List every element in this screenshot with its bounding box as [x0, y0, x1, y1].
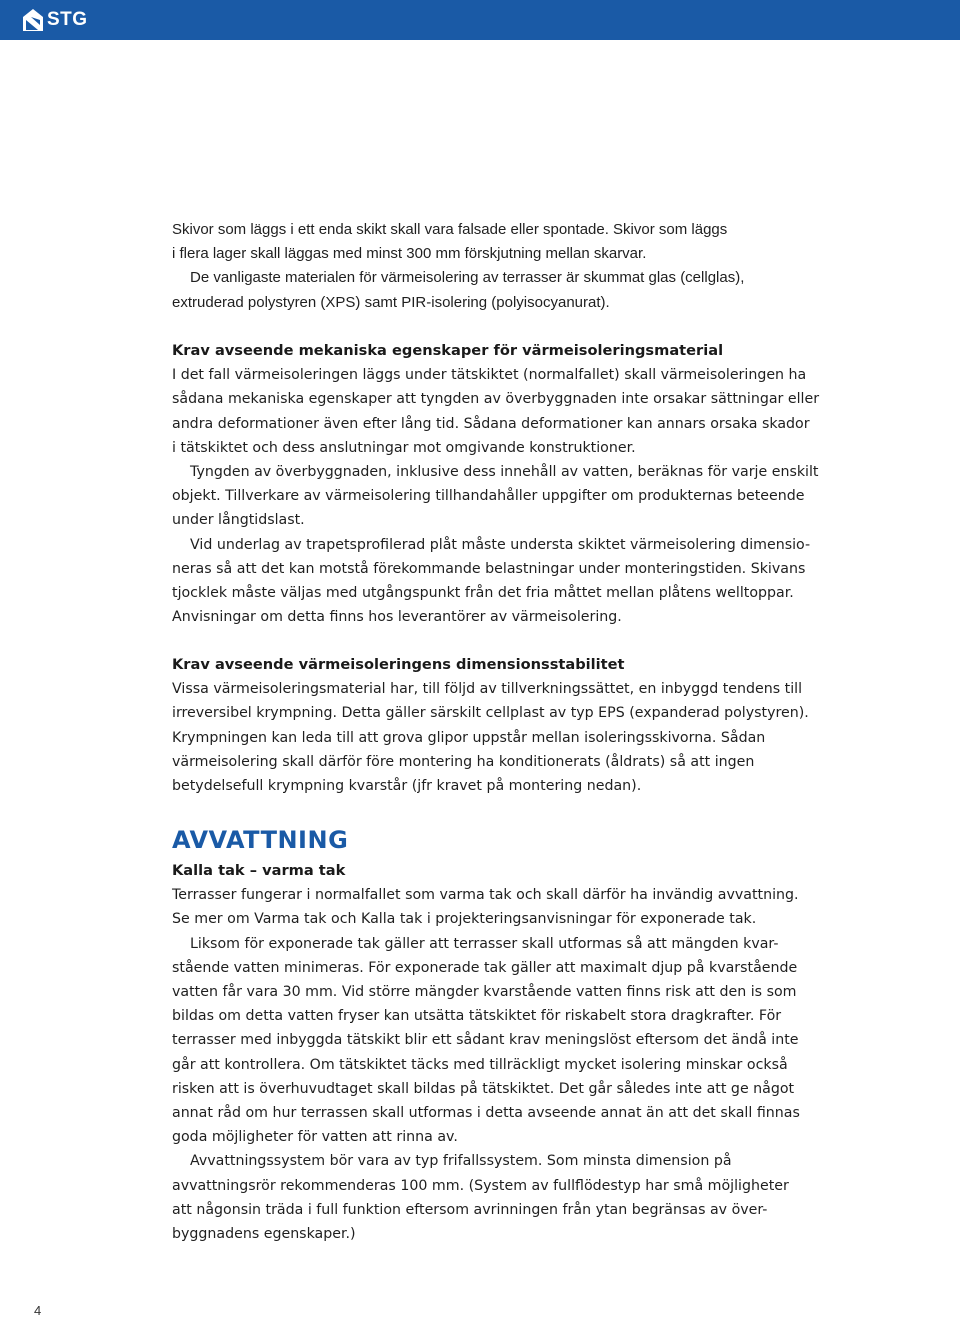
section-heading: Krav avseende värmeisoleringens dimensionsstabilitet	[172, 656, 625, 673]
text-line: byggnadens egenskaper.)	[172, 1226, 356, 1243]
text-line: objekt. Tillverkare av värmeisolering tillhandahåller uppgifter om produkternas beteende	[172, 488, 805, 505]
text-line: Anvisningar om detta finns hos leverantörer av värmeisolering.	[172, 609, 622, 626]
text-line: att någonsin träda i full funktion eftersom avrinningen från ytan begränsas av över-	[172, 1201, 768, 1218]
logo-text: STG	[47, 9, 88, 30]
section-avvattning	[172, 825, 800, 1246]
section-heading: Krav avseende mekaniska egenskaper för värmeisoleringsmaterial	[172, 342, 724, 359]
section-stability	[172, 653, 809, 798]
text-line: risken att is överhuvudtaget skall bildas på tätskiktet. Det går således inte att ge något	[172, 1080, 795, 1097]
text-line: Se mer om Varma tak och Kalla tak i projekteringsanvisningar för exponerade tak.	[172, 911, 757, 928]
text-line: Liksom för exponerade tak gäller att terrasser skall utformas så att mängden kvar-	[190, 935, 779, 952]
text-line: vatten får vara 30 mm. Vid större mängder kvarstående vatten finns risk att den is som	[172, 984, 797, 1001]
text-line: extruderad polystyren (XPS) samt PIR-isolering (polyisocyanurat).	[172, 293, 610, 311]
text-line: irreversibel krympning. Detta gäller särskilt cellplast av typ EPS (expanderad polystyren).	[172, 705, 809, 722]
text-line: sådana mekaniska egenskaper att tyngden av överbyggnaden inte orsakar sättningar eller	[172, 391, 820, 408]
text-line: I det fall värmeisoleringen läggs under tätskiktet (normalfallet) skall värmeisoleringen ha	[172, 367, 807, 384]
text-line: bildas om detta vatten fryser kan utsätta tätskiktet för riskabelt stora dragkrafter. För	[172, 1008, 782, 1025]
text-line: terrasser med inbyggda tätskikt blir ett sådant krav meningslöst eftersom det ändå inte	[172, 1032, 799, 1049]
text-line: Tyngden av överbyggnaden, inklusive dess innehåll av vatten, beräknas för varje enskilt	[190, 464, 819, 481]
text-line: Avvattningssystem bör vara av typ frifallssystem. Som minsta dimension på	[190, 1153, 732, 1170]
chapter-title: AVVATTNING	[172, 826, 349, 854]
text-line: Vid underlag av trapetsprofilerad plåt måste understa skiktet värmeisolering dimensio-	[190, 536, 811, 553]
text-line: Krympningen kan leda till att grova glipor uppstår mellan isoleringsskivorna. Sådan	[172, 729, 766, 746]
text-line: stående vatten minimeras. För exponerade tak gäller att maximalt djup på kvarstående	[172, 959, 798, 976]
text-line: betydelsefull krympning kvarstår (jfr kravet på montering nedan).	[172, 778, 642, 795]
text-line: Skivor som läggs i ett enda skikt skall vara falsade eller spontade. Skivor som läggs	[172, 221, 728, 238]
text-line: Vissa värmeisoleringsmaterial har, till följd av tillverkningssättet, en inbyggd tendens till	[172, 681, 803, 698]
intro-paragraph	[172, 218, 792, 315]
text-line: avvattningsrör rekommenderas 100 mm. (System av fullflödestyp har små möjligheter	[172, 1177, 789, 1194]
text-line: värmeisolering skall därför före montering ha konditionerats (åldrats) så att ingen	[172, 753, 755, 770]
text-line: andra deformationer även efter lång tid. Sådana deformationer kan annars orsaka skador	[172, 415, 810, 432]
header-bar	[0, 0, 960, 40]
text-line: går att kontrollera. Om tätskiktet täcks med tillräckligt mycket isolering minskar också	[172, 1056, 788, 1073]
text-line: De vanligaste materialen för värmeisolering av terrasser är skummat glas (cellglas),	[190, 269, 745, 287]
page-number: 4	[34, 1303, 42, 1318]
text-line: neras så att det kan motstå förekommande belastningar under monteringstiden. Skivans	[172, 560, 806, 577]
text-line: Terrasser fungerar i normalfallet som varma tak och skall därför ha invändig avvattning.	[172, 887, 799, 904]
house-logo-icon	[22, 8, 44, 32]
text-line: annat råd om hur terrassen skall utformas i detta avseende annat än att det skall finnas	[172, 1105, 800, 1122]
text-line: tjocklek måste väljas med utgångspunkt från det fria måttet mellan plåtens welltoppar.	[172, 585, 794, 602]
section-mechanical	[172, 339, 820, 629]
text-line: i tätskiktet och dess anslutningar mot omgivande konstruktioner.	[172, 439, 636, 456]
text-line: goda möjligheter för vatten att rinna av.	[172, 1129, 458, 1146]
text-line: under långtidslast.	[172, 512, 305, 529]
section-subheading: Kalla tak – varma tak	[172, 862, 346, 879]
text-line: i flera lager skall läggas med minst 300 mm förskjutning mellan skarvar.	[172, 245, 647, 263]
stg-logo	[22, 6, 88, 34]
